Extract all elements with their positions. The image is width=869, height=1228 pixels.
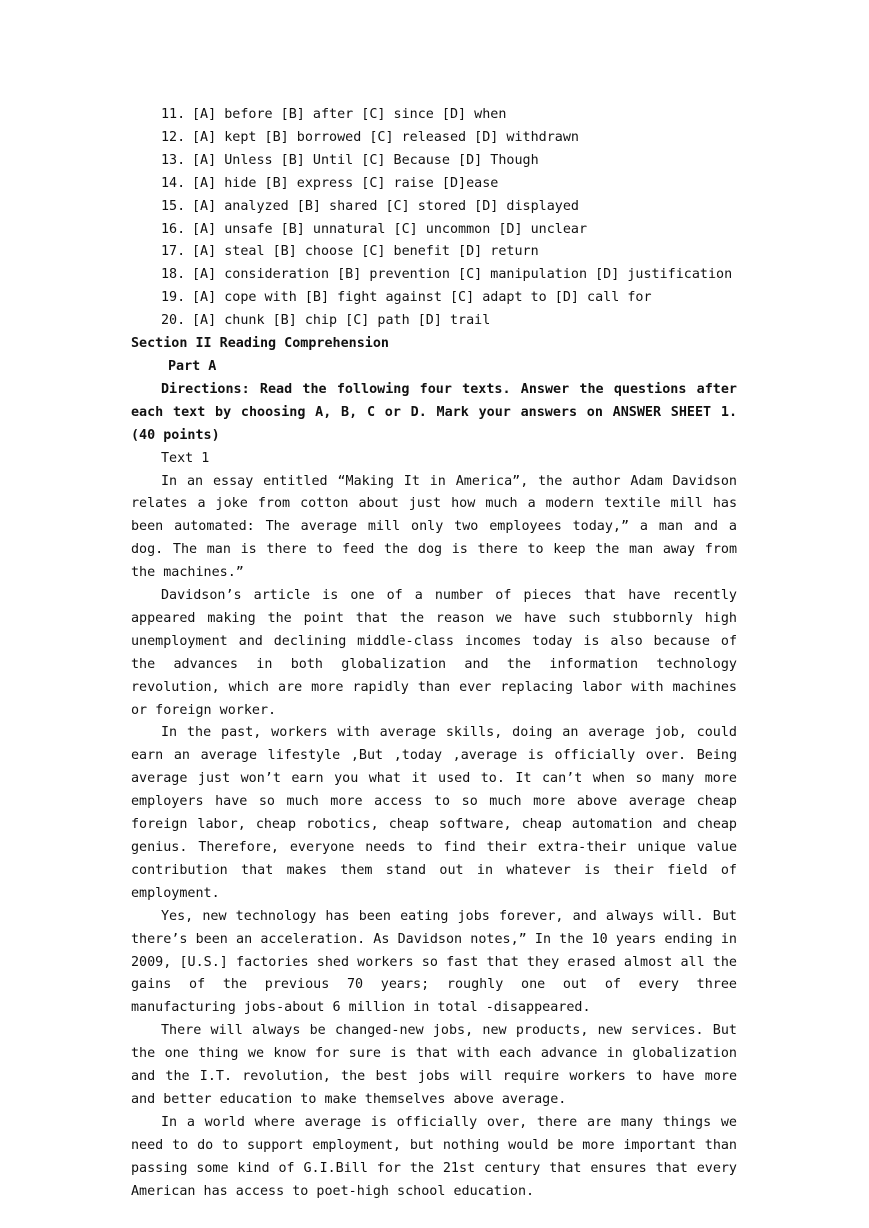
option-line: [131, 196, 737, 219]
option-line: [131, 173, 737, 196]
body-paragraph: There will always be changed-new jobs, new products, new services. But the one thing we know for sure is that with each advance in globalization and the I.T. revolution, the best jobs will require workers to have more and better education to make themselves above average.: [131, 1023, 737, 1107]
option-line: [131, 104, 737, 127]
option-text: [A] before [B] after [C] since [D] when: [192, 107, 507, 122]
question-number: 12.: [161, 129, 186, 145]
option-line: [131, 241, 737, 264]
option-text: [A] Unless [B] Until [C] Because [D] Though: [192, 152, 539, 168]
option-text: [A] kept [B] borrowed [C] released [D] withdrawn: [192, 129, 579, 145]
option-line: [131, 264, 737, 287]
option-line: [131, 150, 737, 173]
option-text: [A] unsafe [B] unnatural [C] uncommon [D] unclear: [192, 221, 588, 237]
page-content: [131, 104, 737, 1204]
option-text: [A] cope with [B] fight against [C] adapt to [D] call for: [192, 290, 652, 306]
section-title: Section II Reading Comprehension: [131, 336, 389, 352]
text-label: Text 1: [161, 450, 210, 466]
question-number: 16.: [161, 221, 186, 237]
question-number: 14.: [161, 175, 186, 191]
option-text: [A] chunk [B] chip [C] path [D] trail: [192, 313, 491, 329]
body-paragraph: In an essay entitled “Making It in America”, the author Adam Davidson relates a joke from cotton about just how much a modern textile mill has been automated: The average mill only two employees today,” a man and a dog. The man is there to feed the dog is there to keep the man away from the machines.”: [131, 473, 737, 581]
option-line: [131, 310, 737, 333]
body-paragraph: Davidson’s article is one of a number of pieces that have recently appeared making the point that the reason we have such stubbornly high unemployment and declining middle-class incomes today is also because of the advances in both globalization and the information technology revolution, which are more rapidly than ever replacing labor with machines or foreign worker.: [131, 588, 737, 718]
body-paragraph: In a world where average is officially over, there are many things we need to do to support employment, but nothing would be more important than passing some kind of G.I.Bill for the 21st century that ensures that every American has access to poet-high school education.: [131, 1114, 737, 1199]
option-text: [A] steal [B] choose [C] benefit [D] return: [192, 244, 539, 260]
question-number: 19.: [161, 290, 186, 306]
question-number: 20.: [161, 313, 186, 329]
part-title: Part A: [168, 358, 217, 374]
option-text: [A] hide [B] express [C] raise [D]ease: [192, 175, 499, 191]
question-number: 18.: [161, 267, 186, 283]
option-text: [A] analyzed [B] shared [C] stored [D] displayed: [192, 198, 579, 214]
option-line: [131, 287, 737, 310]
option-line: [131, 127, 737, 150]
question-number: 11.: [161, 107, 186, 122]
body-paragraph: In the past, workers with average skills, doing an average job, could earn an average lifestyle ,But ,today ,average is officially over. Being average just won’t earn you what it used to. It can’t when so many more employers have so much more access to so much more above average cheap foreign labor, cheap robotics, cheap software, cheap automation and cheap genius. Therefore, everyone needs to find their extra-their unique value contribution that makes them stand out in whatever is their field of employment.: [131, 725, 737, 901]
question-number: 17.: [161, 244, 186, 260]
directions-paragraph: Directions: Read the following four texts. Answer the questions after each text by choosing A, B, C or D. Mark your answers on ANSWER SHEET 1. (40 points): [131, 381, 737, 443]
body-paragraph: Yes, new technology has been eating jobs forever, and always will. But there’s been an acceleration. As Davidson notes,” In the 10 years ending in 2009, [U.S.] factories shed workers so fast that they erased almost all the gains of the previous 70 years; roughly one out of every three manufacturing jobs-about 6 million in total -disappeared.: [131, 908, 737, 1016]
option-text: [A] consideration [B] prevention [C] manipulation [D] justification: [192, 267, 733, 283]
option-line: [131, 219, 737, 242]
question-number: 15.: [161, 198, 186, 214]
question-number: 13.: [161, 152, 186, 168]
